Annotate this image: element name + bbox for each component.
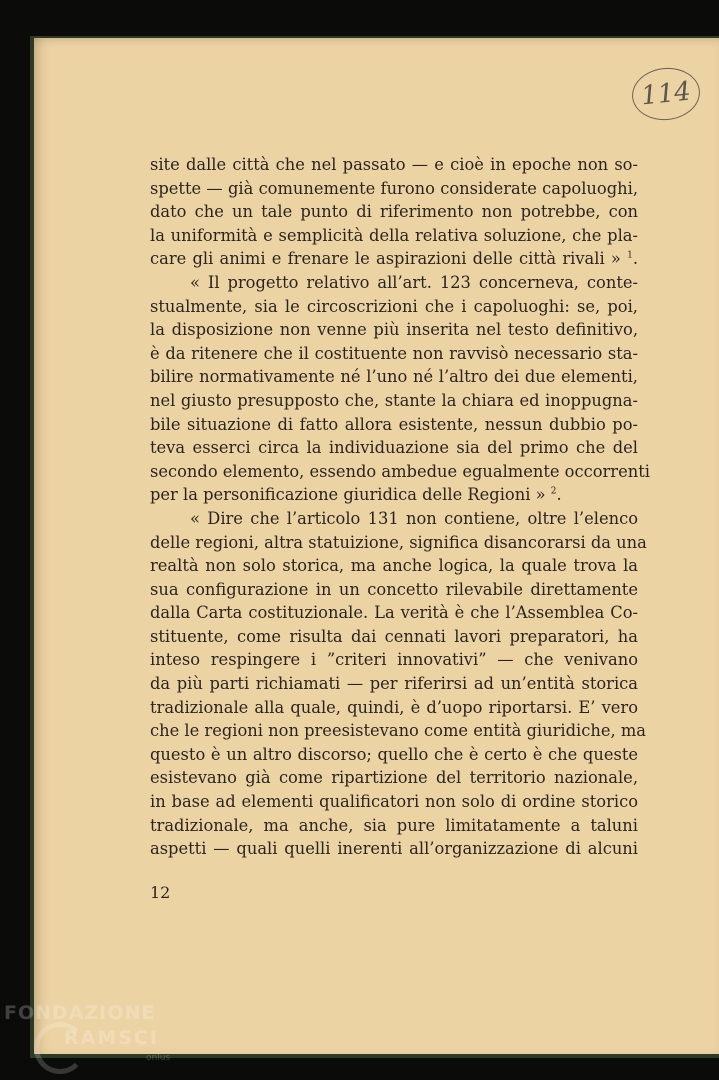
text-line: tradizionale alla quale, quindi, è d’uopo riportarsi. E’ vero <box>150 697 638 717</box>
body-text <box>150 153 650 861</box>
text-line: stituente, come risulta dai cennati lavori preparatori, ha <box>150 626 638 646</box>
text-line: esistevano già come ripartizione del territorio nazionale, <box>150 768 638 788</box>
text-line: che le regioni non preesistevano come entità giuridiche, ma <box>150 721 646 741</box>
text-line: inteso respingere i ”criteri innovativi” — che venivano <box>150 650 638 670</box>
watermark-line-1: FONDAZIONE <box>4 1002 156 1024</box>
text-line: la disposizione non venne più inserita nel testo definitivo, <box>150 320 638 340</box>
fondazione-gramsci-watermark <box>4 1000 204 1075</box>
watermark-line-2: RAMSCI <box>64 1027 159 1049</box>
paragraph-3 <box>150 507 647 861</box>
text-line: realtà non solo storica, ma anche logica, la quale trova la <box>150 556 638 576</box>
text-line: site dalle città che nel passato — e cioè in epoche non so- <box>150 155 638 174</box>
paragraph-2 <box>150 271 650 507</box>
line-tail: . <box>632 249 638 269</box>
text-line-content: care gli animi e frenare le aspirazioni delle città rivali » <box>150 249 628 269</box>
text-line: bile situazione di fatto allora esistente, nessun dubbio po- <box>150 414 638 434</box>
text-line: « Dire che l’articolo 131 non contiene, oltre l’elenco <box>190 508 638 528</box>
text-line: dalla Carta costituzionale. La verità è che l’Assemblea Co- <box>150 603 638 623</box>
text-line: tradizionale, ma anche, sia pure limitatamente a taluni <box>150 815 638 835</box>
paragraph-1 <box>150 153 638 271</box>
text-line: spette — già comunemente furono considerate capoluoghi, <box>150 178 638 198</box>
text-line: questo è un altro discorso; quello che è certo è che queste <box>150 744 638 764</box>
text-line: sua configurazione in un concetto rilevabile direttamente <box>150 579 638 599</box>
text-line: secondo elemento, essendo ambedue egualmente occorrenti <box>150 461 650 481</box>
text-line-final <box>150 247 638 271</box>
text-line: è da ritenere che il costituente non ravvisò necessario sta- <box>150 343 638 363</box>
handwritten-folio-number: 114 <box>629 65 702 124</box>
watermark-line-3: onlus <box>146 1053 171 1063</box>
text-line: in base ad elementi qualificatori non solo di ordine storico <box>150 792 638 812</box>
footnote-marker: 1 <box>627 250 633 261</box>
page-number: 12 <box>150 883 171 902</box>
text-line: teva esserci circa la individuazione sia del primo che del <box>150 438 638 458</box>
line-tail: . <box>556 485 562 505</box>
text-line: da più parti richiamati — per riferirsi ad un’entità storica <box>150 674 638 694</box>
text-line: nel giusto presupposto che, stante la chiara ed inoppugna- <box>150 390 638 410</box>
text-line: stualmente, sia le circoscrizioni che i capoluoghi: se, poi, <box>150 296 638 316</box>
text-line-final <box>150 483 638 507</box>
text-line: bilire normativamente né l’uno né l’altro dei due elementi, <box>150 367 638 387</box>
text-line: la uniformità e semplicità della relativa soluzione, che pla- <box>150 225 638 245</box>
text-line: aspetti — quali quelli inerenti all’organizzazione di alcuni <box>150 839 638 859</box>
text-line-content: per la personificazione giuridica delle Regioni » <box>150 485 551 505</box>
text-line: « Il progetto relativo all’art. 123 concerneva, conte- <box>190 272 638 292</box>
text-line: dato che un tale punto di riferimento non potrebbe, con <box>150 202 638 222</box>
footnote-marker: 2 <box>550 486 557 497</box>
text-line: delle regioni, altra statuizione, significa disancorarsi da una <box>150 532 647 552</box>
